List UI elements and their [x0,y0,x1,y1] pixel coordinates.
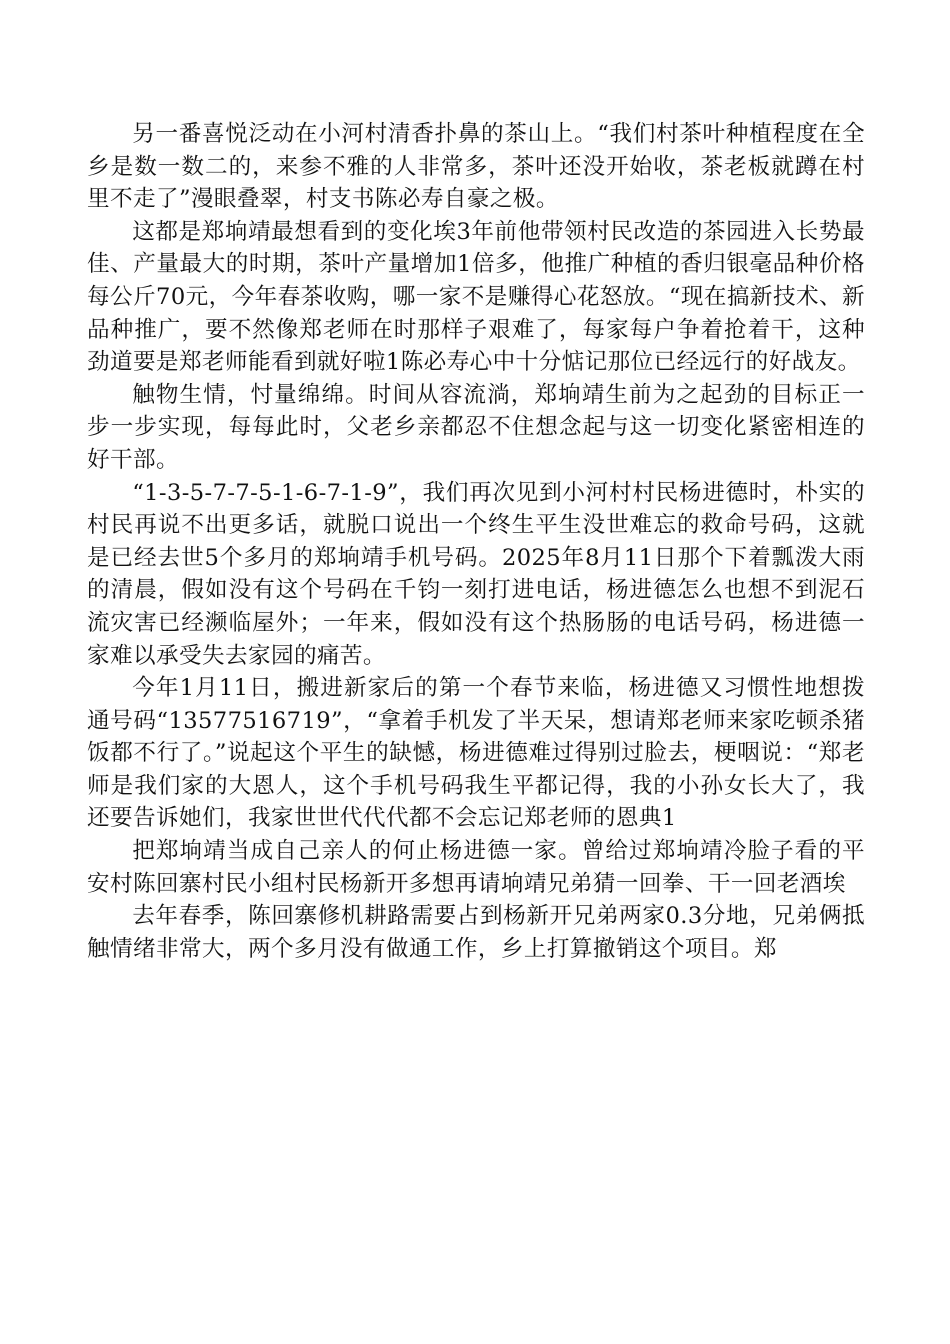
paragraph-tea-mountain: 另一番喜悦泛动在小河村清香扑鼻的茶山上。“我们村茶叶种植程度在全乡是数一数二的，来参不雅的人非常多，茶叶还没开始收，茶老板就蹲在村里不走了”漫眼叠翠，村支书陈必寿自豪之极。 [87,121,865,213]
paragraph-changes: 这都是郑垧靖最想看到的变化埃3年前他带领村民改造的茶园进入长势最佳、产量最大的时期，茶叶产量增加1倍多，他推广种植的香归银毫品种价格每公斤70元，今年春茶收购，哪一家不是赚得心花怒放。“现在搞新技术、新品种推广，要不然像郑老师在时那样子艰难了，每家每户争着抢着干，这种劲道要是郑老师能看到就好啦1陈必寿心中十分惦记那位已经远行的好战友。 [87,218,865,376]
paragraph-memories: 触物生情，忖量绵绵。时间从容流淌，郑垧靖生前为之起劲的目标正一步一步实现，每每此时，父老乡亲都忍不住想念起与这一切变化紧密相连的好干部。 [87,381,865,473]
paragraph-road-building: 去年春季，陈回寨修机耕路需要占到杨新开兄弟两家0.3分地，兄弟俩抵触情绪非常大，两个多月没有做通工作，乡上打算撤销这个项目。郑 [87,903,865,962]
paragraph-phone-number: “1-3-5-7-7-5-1-6-7-1-9”，我们再次见到小河村村民杨进德时，朴实的村民再说不出更多话，就脱口说出一个终生平生没世难忘的救命号码，这就是已经去世5个多月的郑垧靖手机号码。2025年8月11日那个下着瓢泼大雨的清晨，假如没有这个号码在千钧一刻打进电话，杨进德怎么也想不到泥石流灾害已经濒临屋外；一年来，假如没有这个热肠肠的电话号码，杨进德一家难以承受失去家园的痛苦。 [87,479,865,669]
paragraph-new-home: 今年1月11日，搬进新家后的第一个春节来临，杨进德又习惯性地想拨通号码“13577516719”，“拿着手机发了半天呆，想请郑老师来家吃顿杀猪饭都不行了。”说起这个平生的缺憾，杨进德难过得别过脸去，梗咽说：“郑老师是我们家的大恩人，这个手机号码我生平都记得，我的小孙女长大了，我还要告诉她们，我家世世代代代都不会忘记郑老师的恩典1 [87,675,865,832]
document-page [87,118,865,965]
paragraph-like-family: 把郑垧靖当成自己亲人的何止杨进德一家。曾给过郑垧靖冷脸子看的平安村陈回寨村民小组村民杨新开多想再请垧靖兄弟猜一回拳、干一回老酒埃 [87,838,865,897]
